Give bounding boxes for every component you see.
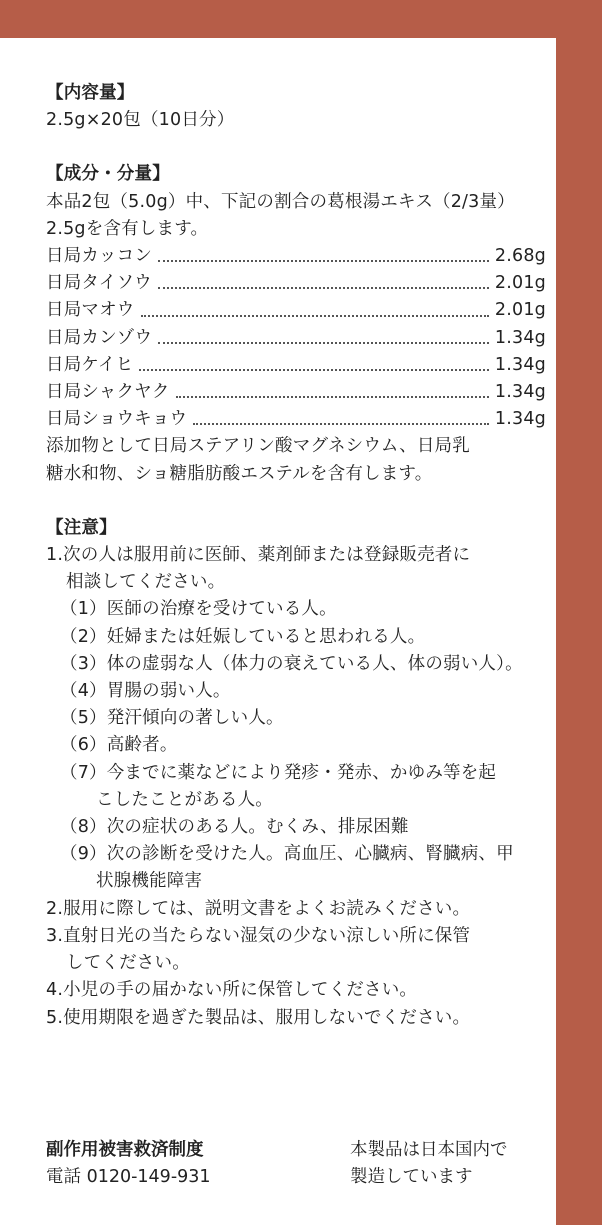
made-in-japan-line: 製造しています bbox=[350, 1167, 473, 1187]
ingredient-amount: 1.34g bbox=[494, 327, 546, 348]
ingredient-row bbox=[46, 243, 546, 270]
caution-sub-item: （2）妊婦または妊娠していると思われる人。 bbox=[60, 626, 426, 647]
caution-sub-item-cont: 状腺機能障害 bbox=[96, 871, 203, 892]
ingredients-heading: 【成分・分量】 bbox=[46, 164, 170, 185]
additives-line: 添加物として日局ステアリン酸マグネシウム、日局乳 bbox=[46, 436, 470, 457]
dot-leader bbox=[158, 286, 489, 289]
dot-leader bbox=[158, 341, 489, 344]
ingredient-row bbox=[46, 406, 546, 433]
ingredients-intro-line: 本品2包（5.0g）中、下記の割合の葛根湯エキス（2/3量） bbox=[46, 191, 515, 212]
caution-sub-item-cont: こしたことがある人。 bbox=[96, 789, 273, 810]
ingredient-name: 日局カッコン bbox=[46, 246, 153, 267]
dot-leader bbox=[158, 259, 489, 262]
ingredient-row bbox=[46, 379, 546, 406]
relief-system-block bbox=[46, 1137, 211, 1191]
caution-item-4: 4.小児の手の届かない所に保管してください。 bbox=[46, 980, 418, 1001]
additives-line: 糖水和物、ショ糖脂肪酸エステルを含有します。 bbox=[46, 463, 433, 484]
ingredient-row bbox=[46, 325, 546, 352]
caution-sub-item: （9）次の診断を受けた人。高血圧、心臓病、腎臓病、甲 bbox=[60, 844, 514, 865]
dot-leader bbox=[141, 314, 489, 317]
content-amount-heading: 【内容量】 bbox=[46, 83, 135, 103]
dot-leader bbox=[176, 395, 489, 398]
caution-sub-item: （8）次の症状のある人。むくみ、排尿困難 bbox=[60, 817, 409, 838]
ingredient-amount: 1.34g bbox=[494, 354, 546, 375]
caution-item-3: 3.直射日光の当たらない湿気の少ない涼しい所に保管 bbox=[46, 925, 471, 946]
content-amount-text: 2.5g×20包（10日分） bbox=[46, 110, 235, 131]
ingredient-amount: 1.34g bbox=[494, 409, 546, 430]
ingredient-amount: 2.01g bbox=[494, 300, 546, 321]
relief-system-phone: 電話 0120-149-931 bbox=[46, 1167, 211, 1187]
relief-system-title: 副作用被害救済制度 bbox=[46, 1140, 204, 1160]
ingredient-name: 日局マオウ bbox=[46, 300, 135, 321]
ingredient-name: 日局カンゾウ bbox=[46, 327, 153, 348]
ingredient-row bbox=[46, 297, 546, 324]
ingredient-amount: 2.68g bbox=[494, 246, 546, 267]
dot-leader bbox=[139, 368, 489, 371]
ingredient-row bbox=[46, 270, 546, 297]
ingredient-amount: 1.34g bbox=[494, 382, 546, 403]
ingredient-name: 日局ケイヒ bbox=[46, 354, 134, 375]
caution-sub-item: （7）今までに薬などにより発疹・発赤、かゆみ等を起 bbox=[60, 762, 497, 783]
caution-heading: 【注意】 bbox=[46, 517, 117, 538]
ingredient-name: 日局シャクヤク bbox=[46, 382, 170, 403]
ingredient-row bbox=[46, 352, 546, 379]
label-content bbox=[46, 80, 546, 1032]
caution-sub-item: （4）胃腸の弱い人。 bbox=[60, 681, 231, 702]
ingredient-name: 日局ショウキョウ bbox=[46, 409, 188, 430]
caution-sub-item: （6）高齢者。 bbox=[60, 735, 178, 756]
caution-item-5: 5.使用期限を過ぎた製品は、服用しないでください。 bbox=[46, 1007, 471, 1028]
caution-item-1: 1.次の人は服用前に医師、薬剤師または登録販売者に bbox=[46, 545, 471, 566]
made-in-japan-block bbox=[350, 1137, 508, 1191]
caution-item-1-cont: 相談してください。 bbox=[66, 572, 226, 593]
caution-sub-item: （3）体の虚弱な人（体力の衰えている人、体の弱い人）。 bbox=[60, 653, 523, 674]
right-color-band bbox=[556, 0, 602, 1225]
caution-item-3-cont: してください。 bbox=[66, 953, 190, 974]
ingredients-intro-line: 2.5gを含有します。 bbox=[46, 218, 209, 239]
caution-sub-item: （5）発汗傾向の著しい人。 bbox=[60, 708, 284, 729]
caution-sub-item: （1）医師の治療を受けている人。 bbox=[60, 599, 337, 620]
dot-leader bbox=[193, 422, 489, 425]
ingredient-name: 日局タイソウ bbox=[46, 273, 152, 294]
caution-item-2: 2.服用に際しては、説明文書をよくお読みください。 bbox=[46, 898, 471, 919]
made-in-japan-line: 本製品は日本国内で bbox=[350, 1140, 508, 1160]
top-color-band bbox=[0, 0, 602, 38]
ingredient-amount: 2.01g bbox=[494, 273, 546, 294]
